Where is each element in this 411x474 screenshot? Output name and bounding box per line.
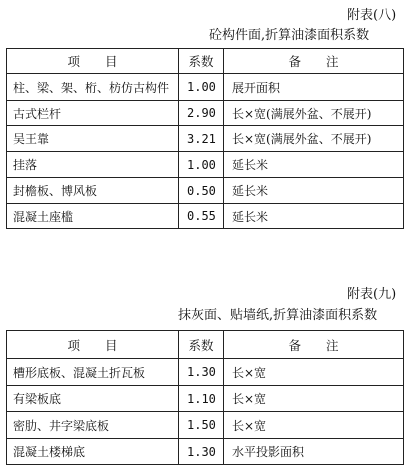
table9-row-note: 水平投影面积 xyxy=(224,439,404,465)
table8-row-note: 展开面积 xyxy=(224,74,404,101)
table8-title: 砼构件面,折算油漆面积系数 xyxy=(209,28,370,43)
table8-row-item: 吴王靠 xyxy=(7,126,179,152)
table8-row-coef: 0.50 xyxy=(179,178,224,204)
table8-row-note: 延长米 xyxy=(224,152,404,178)
table9-row-item: 有梁板底 xyxy=(7,386,179,412)
table-row xyxy=(7,412,404,439)
table-row xyxy=(7,126,404,152)
table8-row-item: 封檐板、博风板 xyxy=(7,178,179,204)
table8-header-row xyxy=(7,49,404,74)
table8 xyxy=(6,48,404,229)
table9-row-coef: 1.50 xyxy=(179,412,224,439)
table-row xyxy=(7,386,404,412)
table8-row-note: 长×宽(满展外盆、不展开) xyxy=(224,101,404,126)
table9-row-item: 密肋、井字梁底板 xyxy=(7,412,179,439)
table9-row-coef: 1.10 xyxy=(179,386,224,412)
table8-header-coef: 系数 xyxy=(179,49,224,74)
table8-row-note: 延长米 xyxy=(224,204,404,229)
table9-row-item: 混凝土楼梯底 xyxy=(7,439,179,465)
table-row xyxy=(7,359,404,386)
table9-label: 附表(九) xyxy=(347,287,397,302)
table9-row-coef: 1.30 xyxy=(179,439,224,465)
table9-title: 抹灰面、贴墙纸,折算油漆面积系数 xyxy=(178,308,378,323)
table9-row-note: 长×宽 xyxy=(224,359,404,386)
table-row xyxy=(7,101,404,126)
table8-row-item: 挂落 xyxy=(7,152,179,178)
table9-header-note: 备 注 xyxy=(224,331,404,359)
table8-row-item: 古式栏杆 xyxy=(7,101,179,126)
table9-header-row xyxy=(7,331,404,359)
table-row xyxy=(7,152,404,178)
table8-label: 附表(八) xyxy=(347,8,397,23)
table8-row-item: 柱、梁、架、桁、枋仿古构件 xyxy=(7,74,179,101)
table8-row-coef: 1.00 xyxy=(179,152,224,178)
table8-row-coef: 0.55 xyxy=(179,204,224,229)
table8-header-item: 项 目 xyxy=(7,49,179,74)
table-row xyxy=(7,439,404,465)
table8-header-note: 备 注 xyxy=(224,49,404,74)
table9-row-note: 长×宽 xyxy=(224,412,404,439)
table9 xyxy=(6,330,404,465)
table8-row-note: 长×宽(满展外盆、不展开) xyxy=(224,126,404,152)
table-row xyxy=(7,178,404,204)
table9-header-coef: 系数 xyxy=(179,331,224,359)
table8-row-item: 混凝土座槛 xyxy=(7,204,179,229)
table9-row-item: 槽形底板、混凝土折瓦板 xyxy=(7,359,179,386)
table8-row-coef: 1.00 xyxy=(179,74,224,101)
table8-row-coef: 2.90 xyxy=(179,101,224,126)
table-row xyxy=(7,74,404,101)
table9-row-coef: 1.30 xyxy=(179,359,224,386)
table8-row-note: 延长米 xyxy=(224,178,404,204)
table9-header-item: 项 目 xyxy=(7,331,179,359)
table9-row-note: 长×宽 xyxy=(224,386,404,412)
table8-row-coef: 3.21 xyxy=(179,126,224,152)
table-row xyxy=(7,204,404,229)
